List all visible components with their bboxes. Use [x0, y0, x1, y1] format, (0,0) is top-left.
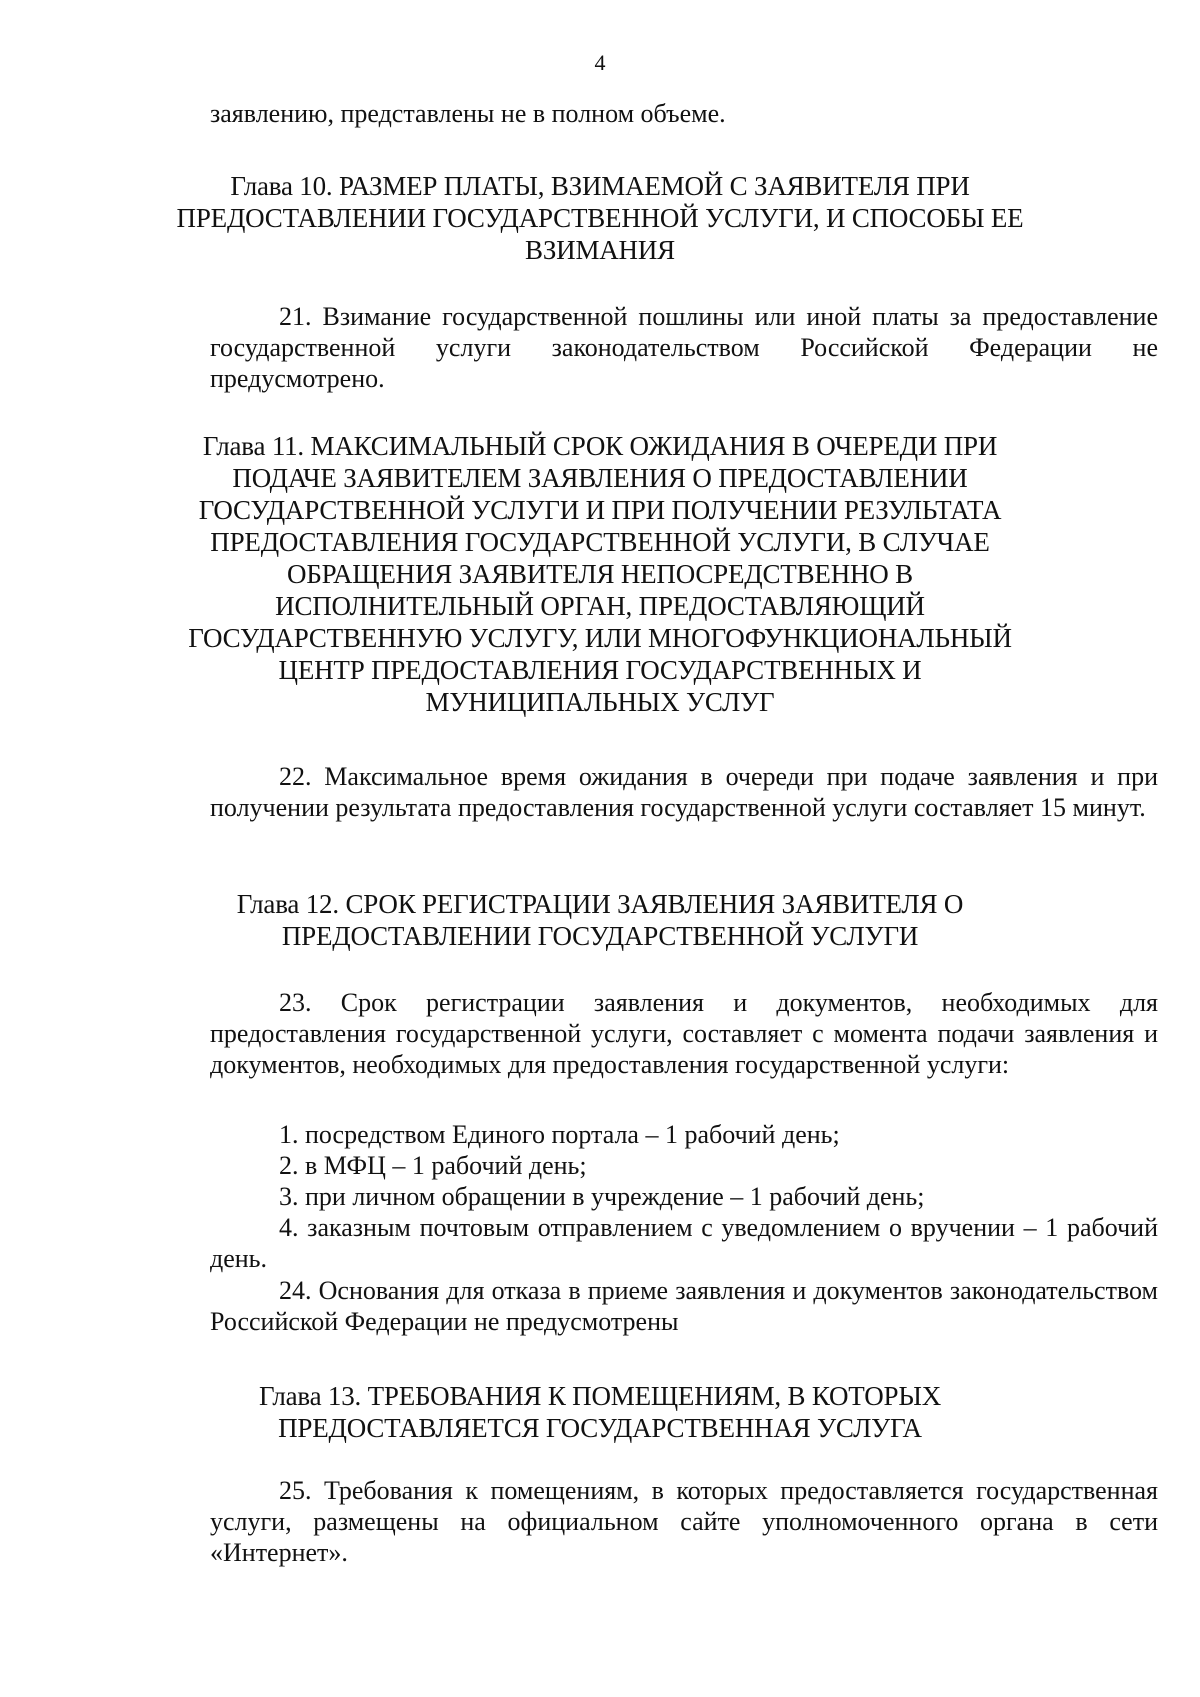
paragraph-24: 24. Основания для отказа в приеме заявления и документов законодательством Российской Федерации не предусмотрены: [210, 1276, 1158, 1336]
chapter-13-heading: [0, 1380, 1200, 1444]
paragraph-22: 22. Максимальное время ожидания в очереди при подаче заявления и при получении результата предоставления государственной услуги составляет 15 минут.: [210, 762, 1158, 822]
chapter-13-line-2: ПРЕДОСТАВЛЯЕТСЯ ГОСУДАРСТВЕННАЯ УСЛУГА: [278, 1413, 922, 1443]
paragraph-23-item-3: 3. при личном обращении в учреждение – 1 рабочий день;: [279, 1182, 925, 1211]
paragraph-23: 23. Срок регистрации заявления и документов, необходимых для предоставления государственной услуги, составляет с момента подачи заявления и документов, необходимых для предоставления государственной услуги:: [210, 988, 1158, 1079]
chapter-11-line-4: ПРЕДОСТАВЛЕНИЯ ГОСУДАРСТВЕННОЙ УСЛУГИ, В СЛУЧАЕ: [210, 527, 990, 557]
page-number: 4: [594, 50, 606, 75]
chapter-11-line-9: МУНИЦИПАЛЬНЫХ УСЛУГ: [425, 687, 775, 717]
chapter-11-heading: [0, 430, 1200, 718]
chapter-12-heading: [0, 888, 1200, 952]
chapter-11-line-7: ГОСУДАРСТВЕННУЮ УСЛУГУ, ИЛИ МНОГОФУНКЦИОНАЛЬНЫЙ: [188, 623, 1012, 653]
chapter-12-line-1: Глава 12. СРОК РЕГИСТРАЦИИ ЗАЯВЛЕНИЯ ЗАЯВИТЕЛЯ О: [236, 889, 964, 919]
chapter-12-line-2: ПРЕДОСТАВЛЕНИИ ГОСУДАРСТВЕННОЙ УСЛУГИ: [281, 921, 919, 951]
chapter-10-heading: [0, 170, 1200, 266]
chapter-11-line-3: ГОСУДАРСТВЕННОЙ УСЛУГИ И ПРИ ПОЛУЧЕНИИ РЕЗУЛЬТАТА: [198, 495, 1002, 525]
paragraph-23-item-1: 1. посредством Единого портала – 1 рабочий день;: [279, 1120, 840, 1149]
chapter-11-line-1: Глава 11. МАКСИМАЛЬНЫЙ СРОК ОЖИДАНИЯ В ОЧЕРЕДИ ПРИ: [202, 431, 998, 461]
chapter-11-line-2: ПОДАЧЕ ЗАЯВИТЕЛЕМ ЗАЯВЛЕНИЯ О ПРЕДОСТАВЛЕНИИ: [232, 463, 968, 493]
paragraph-21: 21. Взимание государственной пошлины или иной платы за предоставление государственной услуги законодательством Российской Федерации не предусмотрено.: [210, 302, 1158, 393]
paragraph-23-item-2: 2. в МФЦ – 1 рабочий день;: [279, 1151, 587, 1180]
chapter-11-line-5: ОБРАЩЕНИЯ ЗАЯВИТЕЛЯ НЕПОСРЕДСТВЕННО В: [287, 559, 913, 589]
paragraph-23-item-4: 4. заказным почтовым отправлением с уведомлением о вручении – 1 рабочий день.: [210, 1213, 1158, 1273]
paragraph-25: 25. Требования к помещениям, в которых предоставляется государственная услуги, размещены на официальном сайте уполномоченного органа в сети «Интернет».: [210, 1476, 1158, 1567]
chapter-10-line-3: ВЗИМАНИЯ: [525, 235, 675, 265]
intro-line: заявлению, представлены не в полном объеме.: [210, 99, 726, 128]
chapter-13-line-1: Глава 13. ТРЕБОВАНИЯ К ПОМЕЩЕНИЯМ, В КОТОРЫХ: [258, 1381, 942, 1411]
chapter-11-line-6: ИСПОЛНИТЕЛЬНЫЙ ОРГАН, ПРЕДОСТАВЛЯЮЩИЙ: [275, 591, 925, 621]
chapter-10-line-2: ПРЕДОСТАВЛЕНИИ ГОСУДАРСТВЕННОЙ УСЛУГИ, И СПОСОБЫ ЕЕ: [176, 203, 1024, 233]
chapter-11-line-8: ЦЕНТР ПРЕДОСТАВЛЕНИЯ ГОСУДАРСТВЕННЫХ И: [278, 655, 922, 685]
chapter-10-line-1: Глава 10. РАЗМЕР ПЛАТЫ, ВЗИМАЕМОЙ С ЗАЯВИТЕЛЯ ПРИ: [230, 171, 970, 201]
